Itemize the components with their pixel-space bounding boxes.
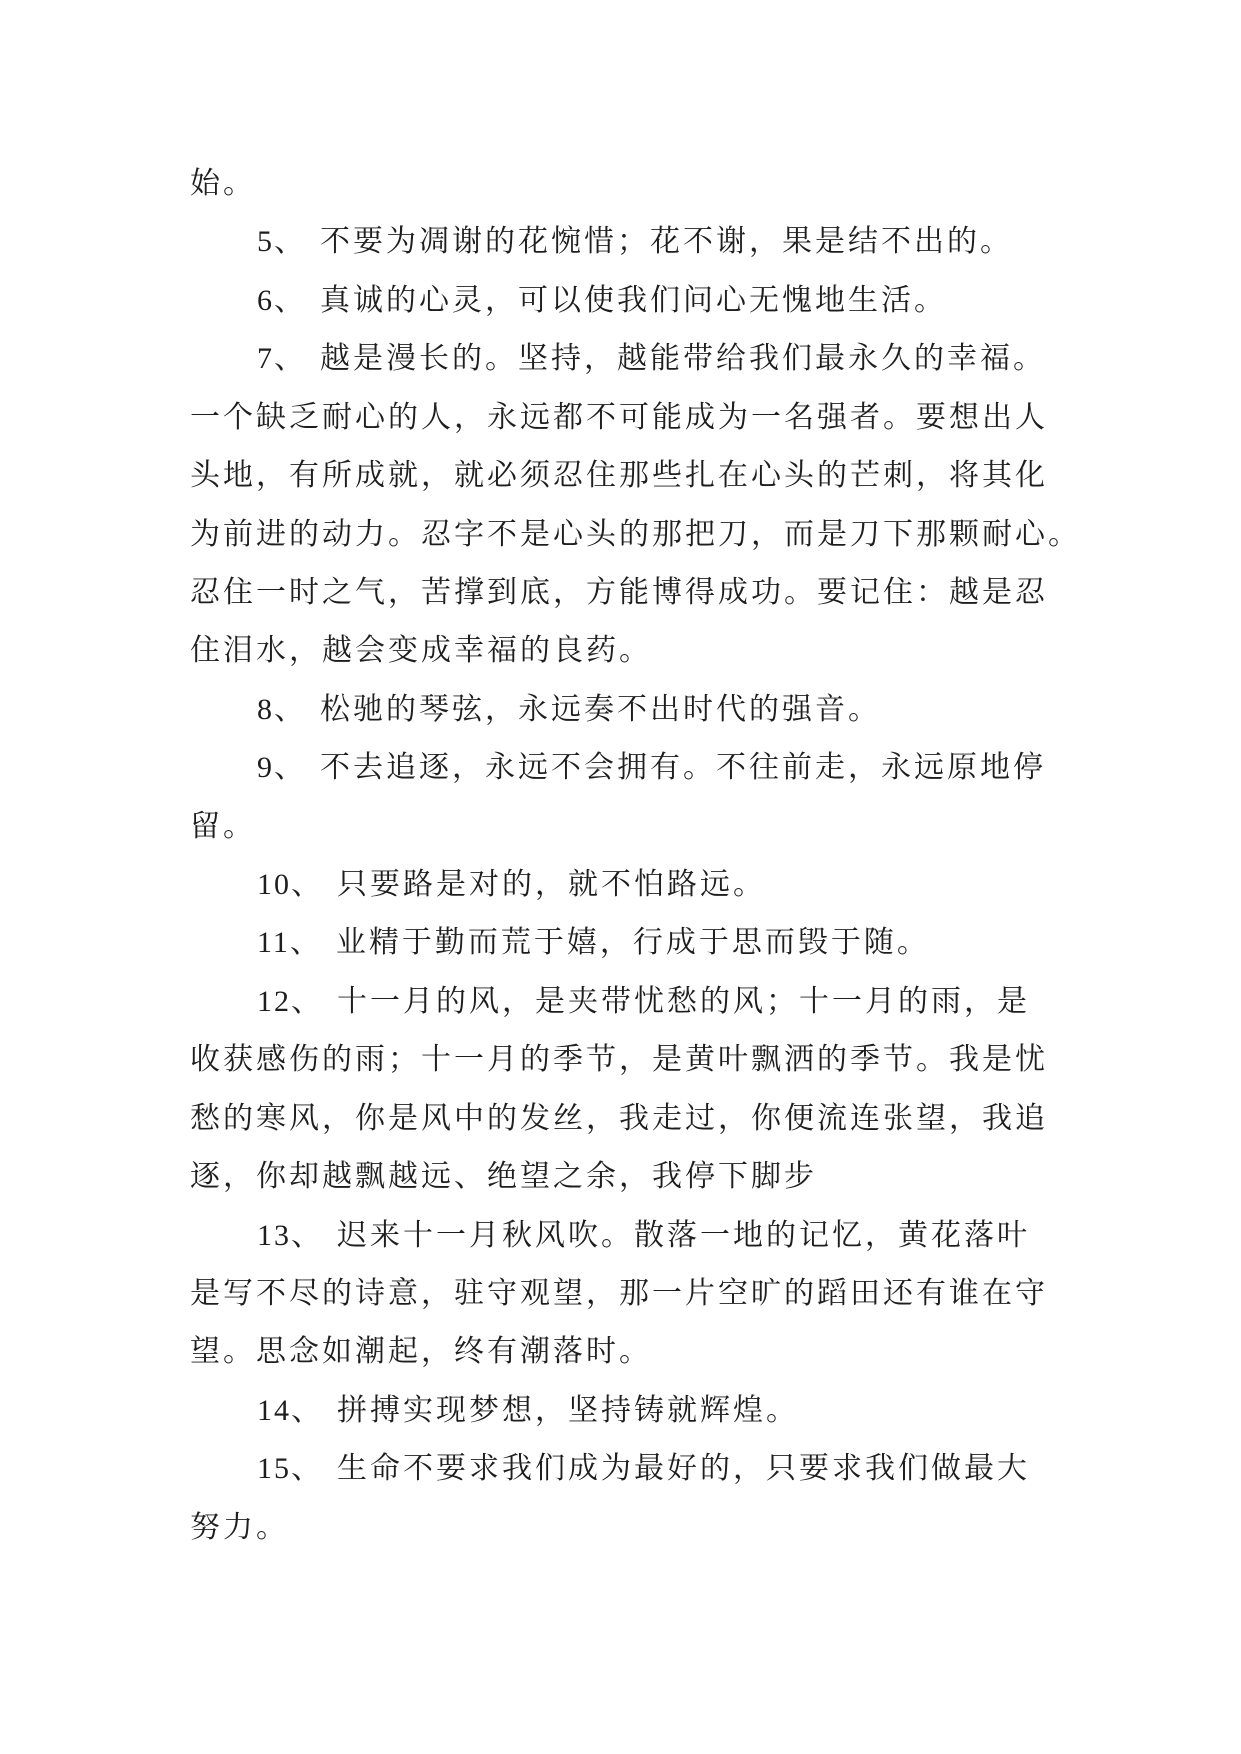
line-text: 只要路是对的，就不怕路远。 bbox=[337, 868, 766, 902]
line-text: 是写不尽的诗意，驻守观望，那一片空旷的蹈田还有谁在守 bbox=[190, 1277, 1048, 1311]
paragraph bbox=[190, 739, 1090, 856]
line-text: 努力。 bbox=[190, 1510, 289, 1544]
text-line bbox=[190, 914, 1090, 972]
paragraph-number: 13、 bbox=[257, 1218, 323, 1252]
paragraph-number: 5、 bbox=[257, 225, 306, 259]
paragraph bbox=[190, 681, 1090, 739]
text-line bbox=[190, 1499, 1090, 1557]
line-text: 松驰的琴弦，永远奏不出时代的强音。 bbox=[320, 692, 881, 726]
paragraph bbox=[190, 330, 1090, 681]
line-text: 越是漫长的。坚持，越能带给我们最永久的幸福。 bbox=[320, 342, 1046, 376]
line-text: 收获感伤的雨；十一月的季节，是黄叶飘洒的季节。我是忧 bbox=[190, 1043, 1048, 1077]
paragraph bbox=[190, 213, 1090, 271]
line-text: 愁的寒风，你是风中的发丝，我走过，你便流连张望，我追 bbox=[190, 1101, 1048, 1135]
document-body bbox=[190, 155, 1090, 1557]
paragraph bbox=[190, 1440, 1090, 1557]
line-text: 始。 bbox=[190, 167, 256, 200]
text-line bbox=[190, 447, 1090, 505]
paragraph-number: 14、 bbox=[257, 1393, 323, 1427]
paragraph-number: 8、 bbox=[257, 692, 306, 726]
line-text: 留。 bbox=[190, 809, 256, 843]
line-text: 不要为凋谢的花惋惜；花不谢，果是结不出的。 bbox=[320, 225, 1013, 259]
text-line bbox=[190, 681, 1090, 739]
text-line bbox=[190, 330, 1090, 388]
line-text: 十一月的风，是夹带忧愁的风；十一月的雨，是 bbox=[337, 984, 1030, 1018]
text-line bbox=[190, 389, 1090, 447]
paragraph-number: 11、 bbox=[257, 926, 322, 960]
line-text: 业精于勤而荒于嬉，行成于思而毁于随。 bbox=[335, 926, 930, 960]
line-text: 忍住一时之气，苦撑到底，方能博得成功。要记住：越是忍 bbox=[190, 575, 1048, 609]
paragraph bbox=[190, 272, 1090, 330]
text-line bbox=[190, 1382, 1090, 1440]
paragraph bbox=[190, 1382, 1090, 1440]
paragraph bbox=[190, 973, 1090, 1207]
text-line bbox=[190, 1031, 1090, 1089]
text-line bbox=[190, 1090, 1090, 1148]
paragraph-number: 15、 bbox=[257, 1452, 323, 1486]
paragraph-number: 9、 bbox=[257, 751, 306, 785]
paragraph bbox=[190, 914, 1090, 972]
line-text: 迟来十一月秋风吹。散落一地的记忆，黄花落叶 bbox=[337, 1218, 1030, 1252]
text-line bbox=[190, 622, 1090, 680]
paragraph-number: 6、 bbox=[257, 283, 306, 317]
paragraph bbox=[190, 1207, 1090, 1382]
paragraph bbox=[190, 155, 1090, 213]
paragraph-number: 7、 bbox=[257, 342, 306, 376]
line-text: 逐，你却越飘越远、绝望之余，我停下脚步 bbox=[190, 1160, 817, 1194]
text-line bbox=[190, 1207, 1090, 1265]
text-line bbox=[190, 798, 1090, 856]
text-line bbox=[190, 856, 1090, 914]
text-line bbox=[190, 1148, 1090, 1206]
text-line bbox=[190, 1440, 1090, 1498]
text-line bbox=[190, 973, 1090, 1031]
text-line bbox=[190, 1323, 1090, 1381]
line-text: 一个缺乏耐心的人，永远都不可能成为一名强者。要想出人 bbox=[190, 400, 1048, 434]
line-text: 头地，有所成就，就必须忍住那些扎在心头的芒刺，将其化 bbox=[190, 459, 1048, 493]
line-text: 不去追逐，永远不会拥有。不往前走，永远原地停 bbox=[320, 751, 1046, 785]
paragraph bbox=[190, 856, 1090, 914]
text-line bbox=[190, 213, 1090, 271]
paragraph-number: 12、 bbox=[257, 984, 323, 1018]
text-line bbox=[190, 564, 1090, 622]
text-line bbox=[190, 739, 1090, 797]
line-text: 拼搏实现梦想，坚持铸就辉煌。 bbox=[337, 1393, 799, 1427]
line-text: 住泪水，越会变成幸福的良药。 bbox=[190, 634, 652, 668]
line-text: 为前进的动力。忍字不是心头的那把刀，而是刀下那颗耐心。 bbox=[190, 517, 1081, 551]
text-line bbox=[190, 506, 1090, 564]
line-text: 生命不要求我们成为最好的，只要求我们做最大 bbox=[337, 1452, 1030, 1486]
text-line bbox=[190, 1265, 1090, 1323]
text-line bbox=[190, 155, 1090, 213]
text-line bbox=[190, 272, 1090, 330]
line-text: 望。思念如潮起，终有潮落时。 bbox=[190, 1335, 652, 1369]
line-text: 真诚的心灵，可以使我们问心无愧地生活。 bbox=[320, 283, 947, 317]
paragraph-number: 10、 bbox=[257, 868, 323, 902]
